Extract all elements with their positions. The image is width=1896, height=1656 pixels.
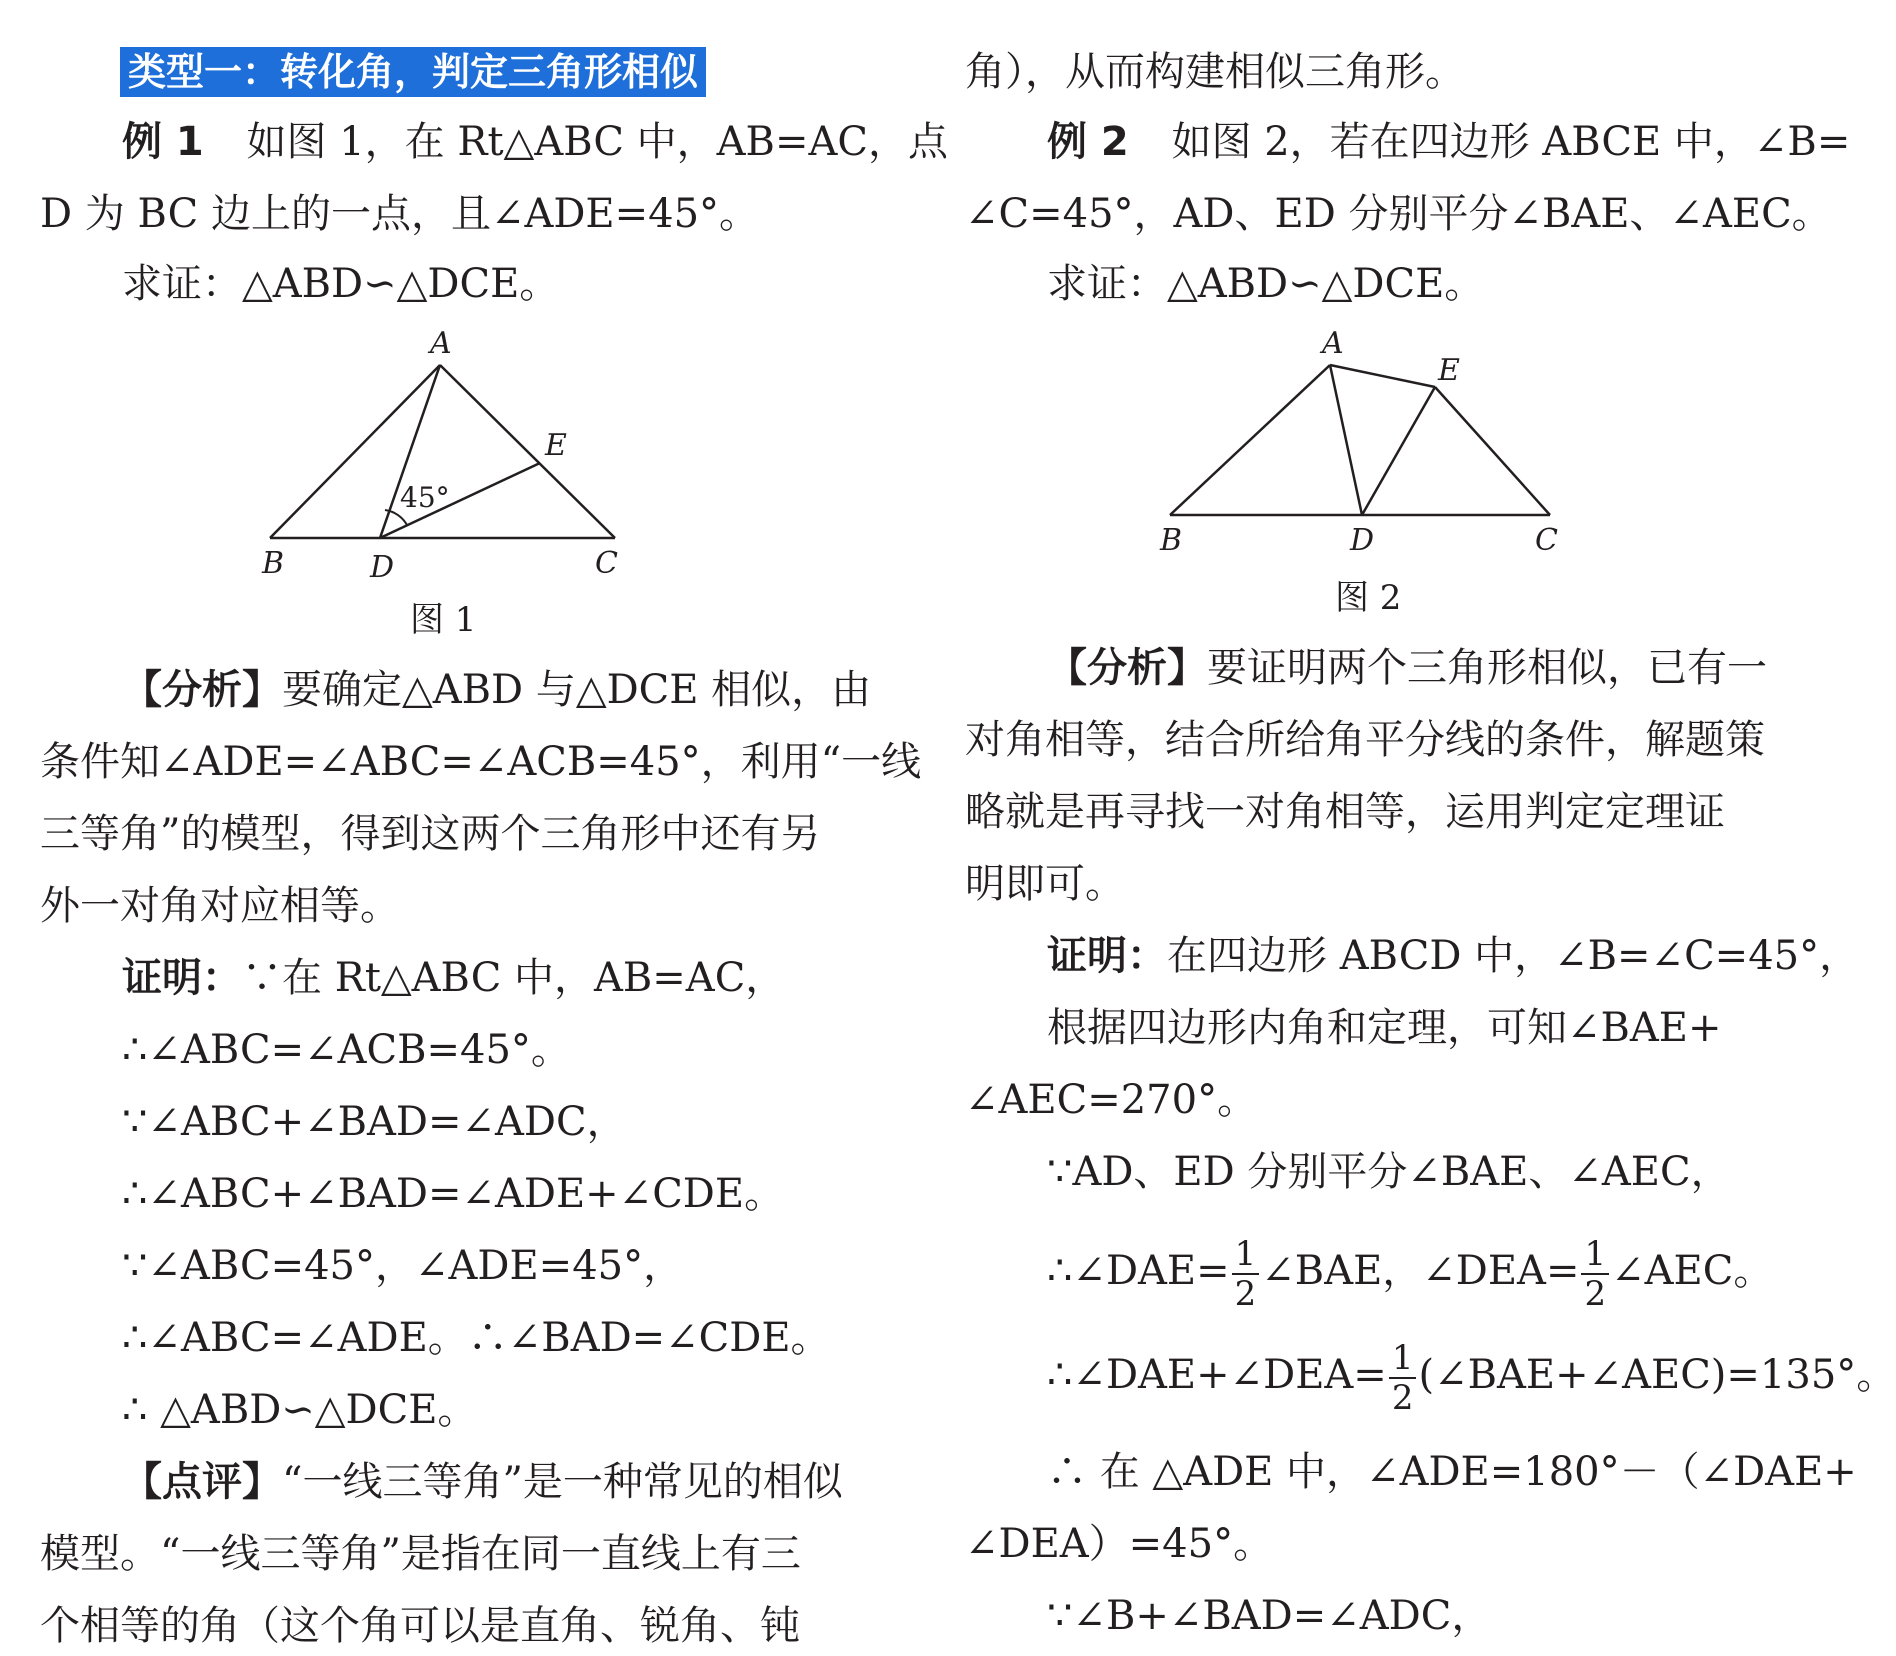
proof-1-line-3: ∵∠ABC+∠BAD=∠ADC， (122, 1099, 627, 1145)
proof-1-line-4: ∴∠ABC+∠BAD=∠ADE+∠CDE。 (122, 1171, 785, 1217)
analysis-2-line-4: 明即可。 (965, 861, 1125, 907)
proof-2-line-4: ∵AD、ED 分别平分∠BAE、∠AEC， (1047, 1149, 1731, 1195)
proof-label: 证明： (1047, 933, 1167, 979)
fraction-half (1581, 1235, 1609, 1313)
proof-5c: ∠AEC。 (1611, 1248, 1774, 1294)
comment-line-2: 模型。“一线三等角”是指在同一直线上有三 (40, 1531, 801, 1577)
analysis-text: 要证明两个三角形相似，已有一 (1207, 645, 1767, 691)
segment-ae (1330, 365, 1435, 387)
proof-2-line-5 (1047, 1226, 1773, 1316)
proof-2-line-7: ∴ 在 △ADE 中，∠ADE=180°－（∠DAE+ (1047, 1449, 1857, 1495)
proof-2-line-9: ∵∠B+∠BAD=∠ADC， (1047, 1593, 1492, 1639)
analysis-2-line-2: 对角相等，结合所给角平分线的条件，解题策 (965, 717, 1765, 763)
proof-5a: ∴∠DAE= (1047, 1248, 1230, 1294)
fraction-half (1389, 1339, 1417, 1417)
comment-line-1 (122, 1456, 843, 1508)
proof-2-line-2: 根据四边形内角和定理，可知∠BAE+ (1047, 1005, 1722, 1051)
proof-2-line-6 (1047, 1330, 1896, 1420)
fig2-label-a: A (1322, 326, 1344, 361)
segment-ad (1330, 365, 1362, 515)
comment-line-3: 个相等的角（这个角可以是直角、锐角、钝 (40, 1603, 800, 1649)
fig2-label-c: C (1535, 523, 1558, 558)
continuation-line: 角），从而构建相似三角形。 (965, 49, 1465, 95)
proof-6b: (∠BAE+∠AEC)=135°。 (1418, 1352, 1896, 1398)
proof-label: 证明： (122, 955, 242, 1001)
fig1-label-d: D (370, 550, 395, 585)
figure-2-caption: 图 2 (1335, 578, 1402, 618)
fraction-half (1232, 1235, 1260, 1313)
figure-2 (1130, 325, 1570, 565)
example-1-line-1 (122, 116, 948, 168)
figure-1 (240, 325, 640, 585)
analysis-text: 要确定△ABD 与△DCE 相似，由 (282, 667, 872, 713)
frac-num: 1 (1232, 1235, 1260, 1275)
segment-ac (440, 365, 615, 538)
comment-label: 【点评】 (122, 1459, 282, 1505)
proof-2-line-3: ∠AEC=270°。 (965, 1077, 1258, 1123)
fig2-label-d: D (1350, 523, 1375, 558)
frac-den: 2 (1584, 1274, 1607, 1314)
fig1-label-a: A (430, 326, 452, 361)
fig2-label-b: B (1160, 523, 1183, 558)
proof-2-line-1 (1047, 930, 1859, 982)
analysis-2-line-1 (1047, 642, 1767, 694)
fig1-label-c: C (595, 546, 618, 581)
example-2-prove: 求证：△ABD∽△DCE。 (1047, 261, 1485, 307)
segment-ec (1435, 387, 1550, 515)
fig1-label-b: B (262, 546, 285, 581)
example-2-label: 例 2 (1047, 119, 1129, 165)
analysis-label: 【分析】 (1047, 645, 1207, 691)
frac-den: 2 (1234, 1274, 1257, 1314)
frac-den: 2 (1391, 1378, 1414, 1418)
analysis-1-line-3: 三等角”的模型，得到这两个三角形中还有另 (40, 811, 821, 857)
example-1-text: 如图 1，在 Rt△ABC 中，AB=AC，点 (246, 119, 948, 165)
proof-5b: ∠BAE，∠DEA= (1261, 1248, 1580, 1294)
proof-6a: ∴∠DAE+∠DEA= (1047, 1352, 1387, 1398)
example-1-line-2: D 为 BC 边上的一点，且∠ADE=45°。 (40, 191, 760, 237)
proof-1-line-7: ∴ △ABD∽△DCE。 (122, 1387, 478, 1433)
fig2-label-e: E (1438, 353, 1460, 388)
frac-num: 1 (1581, 1235, 1609, 1275)
proof-1-line-1 (122, 952, 785, 1004)
proof-1-line-2: ∴∠ABC=∠ACB=45°。 (122, 1027, 571, 1073)
segment-ab (1170, 365, 1330, 515)
example-2-line-2: ∠C=45°，AD、ED 分别平分∠BAE、∠AEC。 (965, 191, 1832, 237)
example-2-text: 如图 2，若在四边形 ABCE 中，∠B= (1171, 119, 1851, 165)
analysis-1-line-1 (122, 664, 871, 716)
example-1-label: 例 1 (122, 119, 204, 165)
segment-ed (1362, 387, 1435, 515)
example-2-line-1 (1047, 116, 1850, 168)
example-1-prove: 求证：△ABD∽△DCE。 (122, 261, 560, 307)
fig1-angle-label: 45° (400, 481, 450, 514)
analysis-1-line-2: 条件知∠ADE=∠ABC=∠ACB=45°，利用“一线 (40, 739, 922, 785)
frac-num: 1 (1389, 1339, 1417, 1379)
analysis-1-line-4: 外一对角对应相等。 (40, 883, 400, 929)
proof-text: 在四边形 ABCD 中，∠B=∠C=45°， (1167, 933, 1860, 979)
proof-2-line-8: ∠DEA）=45°。 (965, 1521, 1274, 1567)
proof-1-line-6: ∴∠ABC=∠ADE。∴∠BAD=∠CDE。 (122, 1315, 831, 1361)
analysis-2-line-3: 略就是再寻找一对角相等，运用判定定理证 (965, 789, 1725, 835)
figure-1-caption: 图 1 (410, 600, 477, 640)
proof-text: ∵在 Rt△ABC 中，AB=AC， (242, 955, 786, 1001)
proof-1-line-5: ∵∠ABC=45°，∠ADE=45°， (122, 1243, 684, 1289)
fig1-label-e: E (545, 428, 567, 463)
comment-text: “一线三等角”是一种常见的相似 (282, 1459, 843, 1505)
section-title: 类型一：转化角，判定三角形相似 (120, 47, 706, 97)
analysis-label: 【分析】 (122, 667, 282, 713)
